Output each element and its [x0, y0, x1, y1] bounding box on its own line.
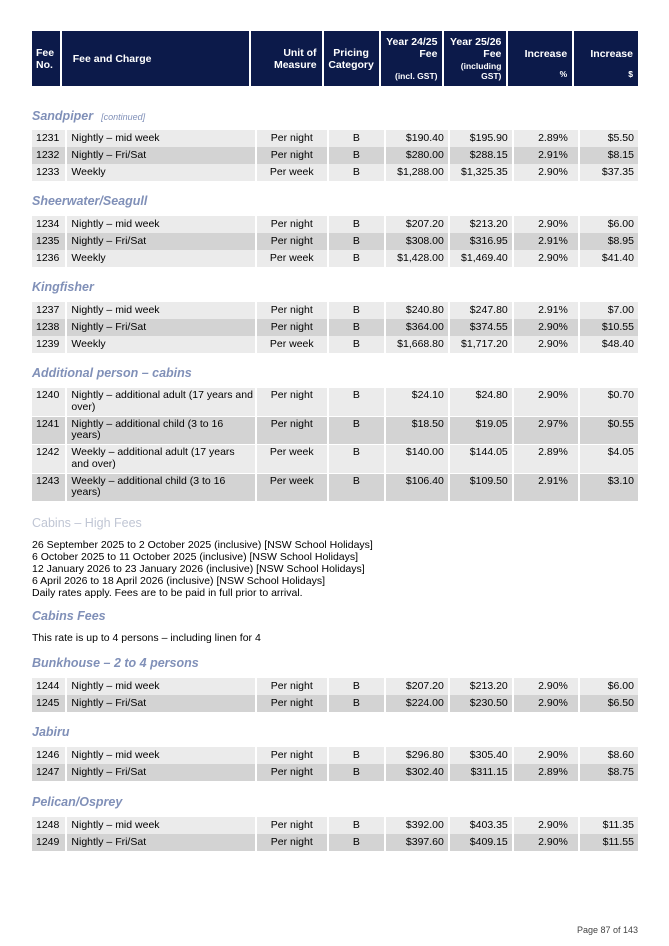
fee-2526-cell: $109.50 — [450, 474, 512, 502]
pricing-category-cell: B — [329, 130, 384, 147]
table-row — [32, 764, 638, 781]
pricing-category-cell: B — [329, 747, 384, 764]
header-year-2425 — [381, 31, 443, 86]
table-pelican-osprey — [32, 817, 638, 851]
increase-dollar-cell: $4.05 — [580, 445, 638, 473]
pricing-category-cell: B — [329, 678, 384, 695]
fee-2526-cell: $195.90 — [450, 130, 512, 147]
fee-description-cell: Nightly – Fri/Sat — [67, 319, 254, 336]
fee-description-cell: Weekly – additional child (3 to 16 years) — [67, 474, 254, 502]
unit-of-measure-cell: Per night — [257, 233, 327, 250]
header-year-2425-title: Year 24/25 Fee — [386, 36, 438, 60]
fee-2425-cell: $224.00 — [386, 695, 448, 712]
fee-description-cell: Nightly – additional adult (17 years and over) — [67, 388, 254, 416]
high-fee-period-line: 6 October 2025 to 11 October 2025 (inclusive) [NSW School Holidays] — [32, 551, 359, 563]
header-fee-no: Fee No. — [32, 31, 60, 86]
section-title-cabins-fees: Cabins Fees — [32, 609, 106, 623]
fee-2526-cell: $403.35 — [450, 817, 512, 834]
fee-2425-cell: $106.40 — [386, 474, 448, 502]
unit-of-measure-cell: Per night — [257, 130, 327, 147]
increase-dollar-cell: $0.55 — [580, 417, 638, 445]
section-title-jabiru: Jabiru — [32, 725, 70, 739]
table-row — [32, 130, 638, 147]
increase-percent-cell: 2.90% — [514, 216, 578, 233]
fee-2425-cell: $140.00 — [386, 445, 448, 473]
fee-number-cell: 1249 — [32, 834, 65, 851]
fee-description-cell: Nightly – mid week — [67, 678, 254, 695]
increase-dollar-cell: $3.10 — [580, 474, 638, 502]
pricing-category-cell: B — [329, 764, 384, 781]
fee-2526-cell: $24.80 — [450, 388, 512, 416]
fee-number-cell: 1243 — [32, 474, 65, 502]
pricing-category-cell: B — [329, 445, 384, 473]
table-row — [32, 250, 638, 267]
fee-2425-cell: $190.40 — [386, 130, 448, 147]
table-header — [32, 31, 638, 86]
increase-dollar-cell: $7.00 — [580, 302, 638, 319]
section-title-cabins-high-fees: Cabins – High Fees — [32, 516, 142, 530]
fee-2526-cell: $213.20 — [450, 678, 512, 695]
increase-percent-cell: 2.91% — [514, 147, 578, 164]
increase-dollar-cell: $5.50 — [580, 130, 638, 147]
unit-of-measure-cell: Per night — [257, 695, 327, 712]
table-row — [32, 388, 638, 416]
unit-of-measure-cell: Per night — [257, 417, 327, 445]
fee-2526-cell: $1,469.40 — [450, 250, 512, 267]
fee-2526-cell: $213.20 — [450, 216, 512, 233]
unit-of-measure-cell: Per week — [257, 336, 327, 353]
increase-dollar-cell: $0.70 — [580, 388, 638, 416]
increase-percent-cell: 2.89% — [514, 445, 578, 473]
fee-number-cell: 1236 — [32, 250, 65, 267]
fee-description-cell: Nightly – Fri/Sat — [67, 764, 254, 781]
pricing-category-cell: B — [329, 336, 384, 353]
fee-description-cell: Nightly – mid week — [67, 130, 254, 147]
fee-2425-cell: $397.60 — [386, 834, 448, 851]
increase-percent-cell: 2.90% — [514, 164, 578, 181]
fee-2526-cell: $1,325.35 — [450, 164, 512, 181]
high-fee-period-line: 26 September 2025 to 2 October 2025 (inclusive) [NSW School Holidays] — [32, 539, 373, 551]
fee-2526-cell: $288.15 — [450, 147, 512, 164]
increase-dollar-cell: $41.40 — [580, 250, 638, 267]
table-kingfisher — [32, 302, 638, 353]
section-title-pelican-osprey: Pelican/Osprey — [32, 795, 123, 809]
unit-of-measure-cell: Per night — [257, 147, 327, 164]
table-jabiru — [32, 747, 638, 781]
increase-percent-cell: 2.90% — [514, 678, 578, 695]
header-year-2526-title: Year 25/26 Fee — [450, 36, 502, 60]
increase-percent-cell: 2.90% — [514, 319, 578, 336]
cabins-high-fees-text — [32, 539, 373, 599]
table-row — [32, 678, 638, 695]
fee-2526-cell: $305.40 — [450, 747, 512, 764]
fee-number-cell: 1235 — [32, 233, 65, 250]
fee-number-cell: 1248 — [32, 817, 65, 834]
header-increase-percent-title: Increase — [524, 48, 568, 60]
pricing-category-cell: B — [329, 250, 384, 267]
fee-2425-cell: $1,288.00 — [386, 164, 448, 181]
increase-percent-cell: 2.91% — [514, 233, 578, 250]
fee-description-cell: Nightly – mid week — [67, 216, 254, 233]
pricing-category-cell: B — [329, 417, 384, 445]
fee-2425-cell: $1,428.00 — [386, 250, 448, 267]
fee-2425-cell: $207.20 — [386, 678, 448, 695]
unit-of-measure-cell: Per night — [257, 216, 327, 233]
increase-dollar-cell: $10.55 — [580, 319, 638, 336]
increase-dollar-cell: $6.50 — [580, 695, 638, 712]
high-fee-period-line: 12 January 2026 to 23 January 2026 (inclusive) [NSW School Holidays] — [32, 563, 365, 575]
fee-2526-cell: $1,717.20 — [450, 336, 512, 353]
unit-of-measure-cell: Per week — [257, 474, 327, 502]
fee-description-cell: Nightly – Fri/Sat — [67, 834, 254, 851]
table-row — [32, 417, 638, 445]
fee-description-cell: Nightly – mid week — [67, 302, 254, 319]
section-title-additional-person: Additional person – cabins — [32, 366, 192, 380]
increase-percent-cell: 2.91% — [514, 302, 578, 319]
header-year-2526 — [444, 31, 506, 86]
fee-description-cell: Weekly — [67, 164, 254, 181]
fee-number-cell: 1247 — [32, 764, 65, 781]
fee-number-cell: 1242 — [32, 445, 65, 473]
increase-dollar-cell: $8.60 — [580, 747, 638, 764]
fee-number-cell: 1231 — [32, 130, 65, 147]
table-row — [32, 834, 638, 851]
unit-of-measure-cell: Per week — [257, 445, 327, 473]
table-row — [32, 216, 638, 233]
unit-of-measure-cell: Per night — [257, 319, 327, 336]
fee-number-cell: 1239 — [32, 336, 65, 353]
fee-number-cell: 1237 — [32, 302, 65, 319]
table-row — [32, 147, 638, 164]
header-increase-dollar-sub: $ — [628, 69, 633, 79]
high-fee-note-line: Daily rates apply. Fees are to be paid in full prior to arrival. — [32, 587, 303, 599]
fee-2425-cell: $296.80 — [386, 747, 448, 764]
fee-2425-cell: $392.00 — [386, 817, 448, 834]
fee-number-cell: 1241 — [32, 417, 65, 445]
increase-percent-cell: 2.90% — [514, 388, 578, 416]
increase-percent-cell: 2.91% — [514, 474, 578, 502]
increase-percent-cell: 2.97% — [514, 417, 578, 445]
section-title-text: Sandpiper — [32, 109, 94, 123]
fee-number-cell: 1246 — [32, 747, 65, 764]
increase-dollar-cell: $6.00 — [580, 678, 638, 695]
increase-percent-cell: 2.90% — [514, 336, 578, 353]
unit-of-measure-cell: Per week — [257, 250, 327, 267]
header-unit-of-measure: Unit of Measure — [251, 31, 321, 86]
unit-of-measure-cell: Per night — [257, 834, 327, 851]
header-year-2526-sub: (including GST) — [460, 61, 502, 81]
increase-percent-cell: 2.89% — [514, 764, 578, 781]
increase-percent-cell: 2.90% — [514, 747, 578, 764]
table-row — [32, 445, 638, 473]
table-row — [32, 817, 638, 834]
table-row — [32, 474, 638, 502]
fee-number-cell: 1233 — [32, 164, 65, 181]
pricing-category-cell: B — [329, 147, 384, 164]
increase-percent-cell: 2.89% — [514, 130, 578, 147]
header-increase-dollar — [574, 31, 638, 86]
increase-percent-cell: 2.90% — [514, 834, 578, 851]
fee-description-cell: Nightly – Fri/Sat — [67, 695, 254, 712]
unit-of-measure-cell: Per night — [257, 678, 327, 695]
unit-of-measure-cell: Per week — [257, 164, 327, 181]
fee-description-cell: Nightly – mid week — [67, 817, 254, 834]
increase-dollar-cell: $11.35 — [580, 817, 638, 834]
unit-of-measure-cell: Per night — [257, 764, 327, 781]
increase-dollar-cell: $8.95 — [580, 233, 638, 250]
fee-number-cell: 1244 — [32, 678, 65, 695]
table-sheerwater — [32, 216, 638, 267]
unit-of-measure-cell: Per night — [257, 388, 327, 416]
fee-2425-cell: $302.40 — [386, 764, 448, 781]
increase-dollar-cell: $6.00 — [580, 216, 638, 233]
fee-2425-cell: $207.20 — [386, 216, 448, 233]
table-row — [32, 695, 638, 712]
pricing-category-cell: B — [329, 695, 384, 712]
pricing-category-cell: B — [329, 302, 384, 319]
table-row — [32, 747, 638, 764]
section-title-kingfisher: Kingfisher — [32, 280, 94, 294]
table-sandpiper — [32, 130, 638, 181]
page-number: Page 87 of 143 — [576, 925, 638, 935]
pricing-category-cell: B — [329, 817, 384, 834]
fee-2425-cell: $24.10 — [386, 388, 448, 416]
pricing-category-cell: B — [329, 834, 384, 851]
fee-number-cell: 1232 — [32, 147, 65, 164]
header-increase-percent-sub: % — [559, 69, 568, 79]
fee-description-cell: Weekly — [67, 336, 254, 353]
fee-description-cell: Weekly — [67, 250, 254, 267]
header-fee-and-charge: Fee and Charge — [62, 31, 249, 86]
cabins-fees-text: This rate is up to 4 persons – including linen for 4 — [32, 632, 261, 644]
increase-percent-cell: 2.90% — [514, 695, 578, 712]
fee-number-cell: 1234 — [32, 216, 65, 233]
fee-description-cell: Nightly – Fri/Sat — [67, 233, 254, 250]
fee-2425-cell: $18.50 — [386, 417, 448, 445]
pricing-category-cell: B — [329, 319, 384, 336]
pricing-category-cell: B — [329, 164, 384, 181]
fee-description-cell: Nightly – Fri/Sat — [67, 147, 254, 164]
fee-2526-cell: $230.50 — [450, 695, 512, 712]
fee-description-cell: Weekly – additional adult (17 years and over) — [67, 445, 254, 473]
section-title-sheerwater: Sheerwater/Seagull — [32, 194, 148, 208]
fee-2425-cell: $308.00 — [386, 233, 448, 250]
table-row — [32, 164, 638, 181]
unit-of-measure-cell: Per night — [257, 302, 327, 319]
fee-2425-cell: $364.00 — [386, 319, 448, 336]
fee-description-cell: Nightly – additional child (3 to 16 years) — [67, 417, 254, 445]
header-pricing-category: Pricing Category — [324, 31, 379, 86]
section-title-bunkhouse: Bunkhouse – 2 to 4 persons — [32, 656, 199, 670]
fee-2526-cell: $247.80 — [450, 302, 512, 319]
fee-number-cell: 1238 — [32, 319, 65, 336]
table-row — [32, 336, 638, 353]
header-year-2425-sub: (incl. GST) — [394, 71, 438, 81]
fee-2526-cell: $144.05 — [450, 445, 512, 473]
header-increase-percent — [508, 31, 572, 86]
fee-2526-cell: $19.05 — [450, 417, 512, 445]
increase-dollar-cell: $8.75 — [580, 764, 638, 781]
fee-2425-cell: $1,668.80 — [386, 336, 448, 353]
table-additional-person — [32, 388, 638, 502]
table-row — [32, 233, 638, 250]
pricing-category-cell: B — [329, 233, 384, 250]
table-row — [32, 302, 638, 319]
fee-2526-cell: $409.15 — [450, 834, 512, 851]
fee-number-cell: 1240 — [32, 388, 65, 416]
unit-of-measure-cell: Per night — [257, 817, 327, 834]
fee-2425-cell: $240.80 — [386, 302, 448, 319]
table-bunkhouse — [32, 678, 638, 712]
section-title-sandpiper — [32, 109, 145, 123]
fee-number-cell: 1245 — [32, 695, 65, 712]
increase-percent-cell: 2.90% — [514, 817, 578, 834]
fee-2526-cell: $374.55 — [450, 319, 512, 336]
fee-description-cell: Nightly – mid week — [67, 747, 254, 764]
increase-dollar-cell: $48.40 — [580, 336, 638, 353]
continued-note: [continued] — [101, 112, 146, 122]
increase-percent-cell: 2.90% — [514, 250, 578, 267]
table-row — [32, 319, 638, 336]
increase-dollar-cell: $8.15 — [580, 147, 638, 164]
pricing-category-cell: B — [329, 216, 384, 233]
increase-dollar-cell: $11.55 — [580, 834, 638, 851]
pricing-category-cell: B — [329, 474, 384, 502]
unit-of-measure-cell: Per night — [257, 747, 327, 764]
fee-2526-cell: $311.15 — [450, 764, 512, 781]
high-fee-period-line: 6 April 2026 to 18 April 2026 (inclusive) [NSW School Holidays] — [32, 575, 325, 587]
header-increase-dollar-title: Increase — [590, 48, 633, 60]
fee-2526-cell: $316.95 — [450, 233, 512, 250]
fee-2425-cell: $280.00 — [386, 147, 448, 164]
increase-dollar-cell: $37.35 — [580, 164, 638, 181]
pricing-category-cell: B — [329, 388, 384, 416]
